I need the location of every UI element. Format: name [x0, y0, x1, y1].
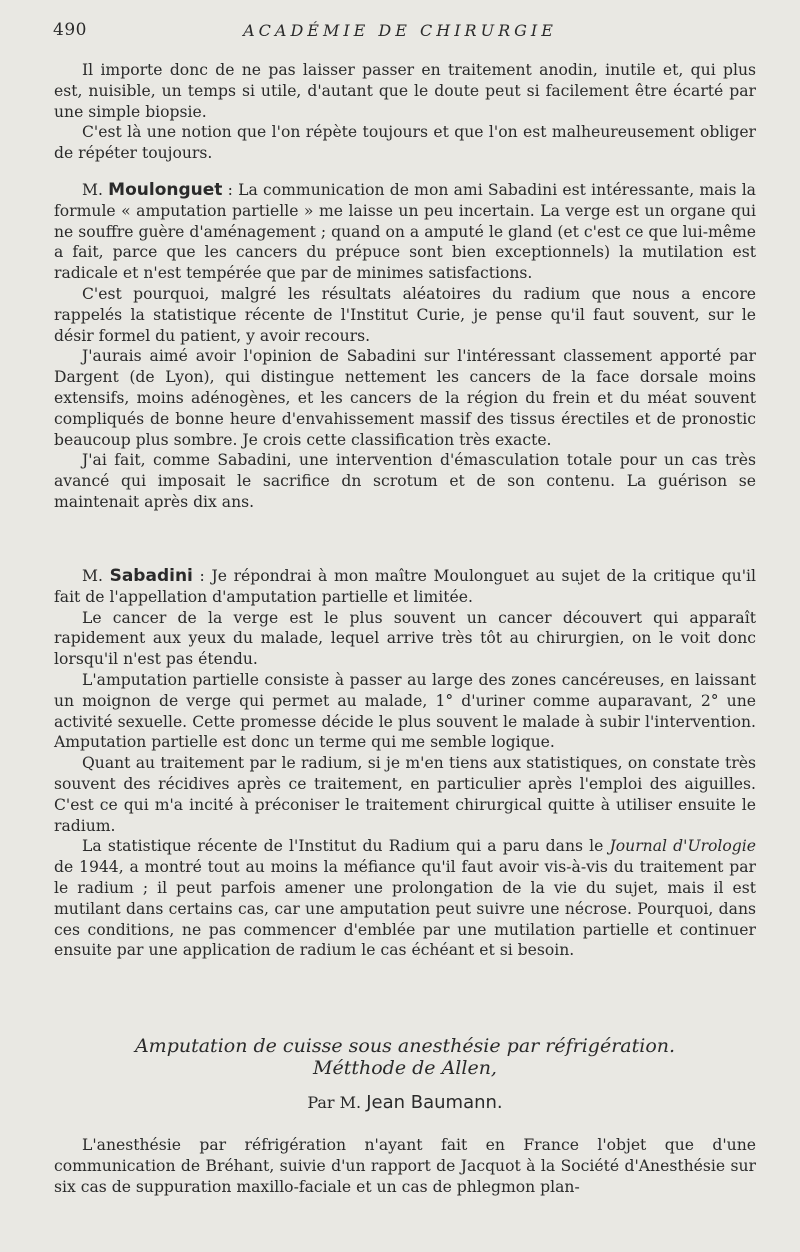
speaker-name: Sabadini: [109, 566, 193, 586]
intro-section: [54, 60, 756, 164]
sabadini-reply: [54, 566, 756, 961]
article-body: [54, 1135, 756, 1197]
paragraph: J'ai fait, comme Sabadini, une intervention d'émasculation totale pour un cas très avancé qui imposait le sacrifice dn scrotum et de son contenu. La guérison se maintenait après dix ans.: [54, 451, 756, 511]
speaker-name: Moulonguet: [108, 180, 223, 200]
running-title: ACADÉMIE DE CHIRURGIE: [243, 21, 557, 40]
paragraph: [54, 180, 756, 284]
speaker-prefix: M.: [82, 181, 103, 199]
journal-title: Journal d'Urologie: [609, 837, 757, 856]
byline-prefix: Par M.: [307, 1093, 362, 1112]
paragraph: [54, 566, 756, 608]
moulonguet-remarks: [54, 180, 756, 513]
article-title: [54, 1035, 756, 1079]
page-number: 490: [53, 20, 87, 40]
speaker-prefix: M.: [82, 567, 103, 585]
author-name: Jean Baumann.: [366, 1092, 503, 1113]
paragraph: [54, 836, 756, 961]
paragraph: L'amputation partielle consiste à passer au large des zones cancéreuses, en laissant un moignon de verge qui permet au malade, 1° d'uriner comme auparavant, 2° une activité sexuelle. Cette promesse décide le plus souvent le malade à subir l'intervention. Amputation partielle est donc un terme qui me semble logique.: [54, 670, 756, 752]
paragraph-text: : Je répondrai à mon maître Moulonguet au sujet de la critique qu'il fait de l'appellation d'amputation partielle et limitée.: [54, 567, 756, 606]
byline: [54, 1092, 756, 1113]
article-title-line: Amputation de cuisse sous anesthésie par réfrigération.: [134, 1035, 676, 1057]
paragraph: Il importe donc de ne pas laisser passer en traitement anodin, inutile et, qui plus est, nuisible, un temps si utile, d'autant que le doute peut si facilement être écarté par une simple biopsie.: [54, 61, 756, 121]
paragraph: Le cancer de la verge est le plus souvent un cancer découvert qui apparaît rapidement aux yeux du malade, lequel arrive très tôt au chirurgien, on le voit donc lorsqu'il n'est pas étendu.: [54, 608, 756, 669]
paragraph-text: : La communication de mon ami Sabadini est intéressante, mais la formule « amputation partielle » me laisse un peu incertain. La verge est un organe qui ne souffre guère d'aménagement ; quand on a amputé le gland (et c'est ce que lui-même a fait, parce que les cancers du prépuce sont bien exceptionnels) la mutilation est radicale et n'est tempérée que par de minimes satisfactions.: [54, 181, 756, 283]
paragraph-text: La statistique récente de l'Institut du Radium qui a paru dans le: [82, 837, 610, 856]
page-header: [50, 20, 750, 42]
paragraph: C'est là une notion que l'on répète toujours et que l'on est malheureusement obliger de répéter toujours.: [54, 123, 756, 163]
article-subtitle-line: Métthode de Allen,: [313, 1057, 497, 1079]
paragraph: J'aurais aimé avoir l'opinion de Sabadini sur l'intéressant classement apporté par Dargent (de Lyon), qui distingue nettement les cancers de la face dorsale moins extensifs, moins adénogènes, et les cancers de la région du frein et du méat souvent compliqués de bonne heure d'envahissement massif des tissus érectiles et de pronostic beaucoup plus sombre. Je crois cette classification très exacte.: [54, 347, 756, 449]
paragraph: C'est pourquoi, malgré les résultats aléatoires du radium que nous a encore rappelés la statistique récente de l'Institut Curie, je pense qu'il faut souvent, sur le désir formel du patient, y avoir recours.: [54, 284, 756, 345]
paragraph: Quant au traitement par le radium, si je m'en tiens aux statistiques, on constate très souvent des récidives après ce traitement, en particulier après l'emploi des aiguilles. C'est ce qui m'a incité à préconiser le traitement chirurgical quitte à utiliser ensuite le radium.: [54, 754, 756, 835]
paragraph: L'anesthésie par réfrigération n'ayant fait en France l'objet que d'une communication de Bréhant, suivie d'un rapport de Jacquot à la Société d'Anesthésie sur six cas de suppuration maxillo-faciale et un cas de phlegmon plan-: [54, 1136, 756, 1196]
paragraph-text: de 1944, a montré tout au moins la méfiance qu'il faut avoir vis-à-vis du traitement par le radium ; il peut parfois amener une prolongation de la vie du sujet, mais il est mutilant dans certains cas, car une amputation peut suivre une nécrose. Pourquoi, dans ces conditions, ne pas commencer d'emblée par une mutilation partielle et continuer ensuite par une application de radium le cas échéant et si besoin.: [54, 858, 756, 960]
